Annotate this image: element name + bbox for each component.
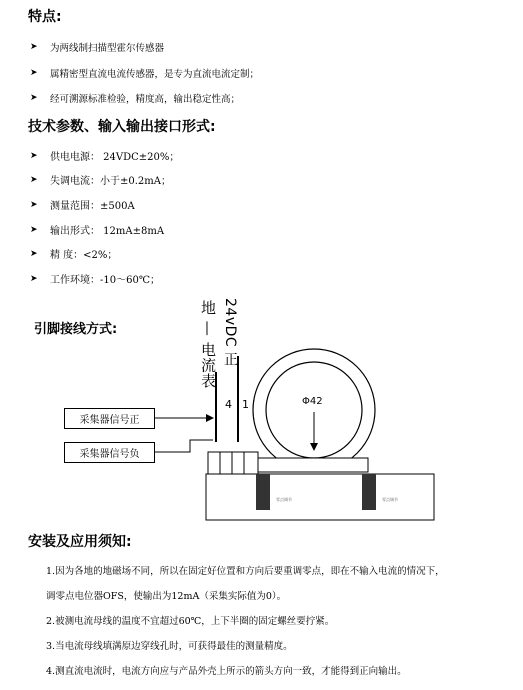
collector-positive-box: 采集器信号正 (64, 408, 155, 429)
right-screw-slot (362, 474, 376, 510)
arrow-bullet-icon: ➤ (30, 42, 38, 52)
arrow-bullet-icon: ➤ (30, 68, 38, 78)
supply-label: 24vDC 正 (222, 298, 238, 367)
mounting-plate (258, 458, 368, 472)
sensor-base (206, 474, 434, 520)
diameter-label: Φ42 (302, 396, 323, 407)
feature-item-text: 为两线制扫描型霍尔传感器 (50, 43, 165, 54)
feature-item-text: 经可溯源标准检验，精度高，输出稳定性高； (50, 94, 241, 105)
install-note: 2.被测电流母线的温度不宜超过60℃，上下半圈的固定螺丝要拧紧。 (46, 616, 335, 627)
spec-item-text: 测量范围：±500A (50, 201, 135, 212)
arrow-bullet-icon: ➤ (30, 174, 38, 185)
base-left-label: 零点调节 (276, 497, 292, 502)
pin-4-label: 4 (225, 398, 232, 411)
spec-item-text: 工作环境：-10～60℃； (50, 275, 161, 286)
spec-item-text: 失调电流：小于±0.2mA； (50, 176, 171, 187)
arrow-bullet-icon: ➤ (30, 224, 38, 235)
negative-wire (153, 440, 213, 452)
spec-item-text: 输出形式： 12mA±8mA (50, 226, 165, 237)
install-note: 1.因为各地的地磁场不同，所以在固定好位置和方向后要重调零点，即在不输入电流的情况下， (46, 566, 445, 577)
arrow-bullet-icon: ➤ (30, 273, 38, 284)
base-right-label: 零点调节 (382, 497, 398, 502)
spec-item-text: 供电电源： 24VDC±20%； (50, 152, 180, 163)
feature-item-text: 属精密型直流电流传感器，是专为直流电流定制； (50, 69, 260, 80)
install-heading: 安装及应用须知: (28, 534, 132, 550)
meter-label: 电流表 (199, 341, 217, 389)
connector-block (208, 452, 258, 474)
arrow-bullet-icon: ➤ (30, 150, 38, 161)
specs-heading: 技术参数、输入输出接口形式: (28, 119, 216, 135)
arrow-bullet-icon: ➤ (30, 93, 38, 103)
features-heading: 特点: (28, 9, 62, 25)
label-dash: — (199, 320, 217, 337)
install-note: 4.测直流电流时，电流方向应与产品外壳上所示的箭头方向一致，才能得到正向输出。 (46, 666, 407, 677)
pin-1-label: 1 (242, 398, 249, 411)
arrow-bullet-icon: ➤ (30, 248, 38, 259)
install-note: 3.当电流母线填满原边穿线孔时，可获得最佳的测量精度。 (46, 641, 293, 652)
ground-label: 地 (199, 300, 217, 316)
collector-negative-box: 采集器信号负 (64, 442, 155, 463)
left-screw-slot (256, 474, 270, 510)
wiring-heading: 引脚接线方式: (34, 322, 118, 337)
spec-item-text: 精 度：<2%； (50, 250, 118, 261)
arrow-bullet-icon: ➤ (30, 199, 38, 210)
install-note: 调零点电位器OFS，使输出为12mA（采集实际值为0）。 (46, 591, 287, 602)
